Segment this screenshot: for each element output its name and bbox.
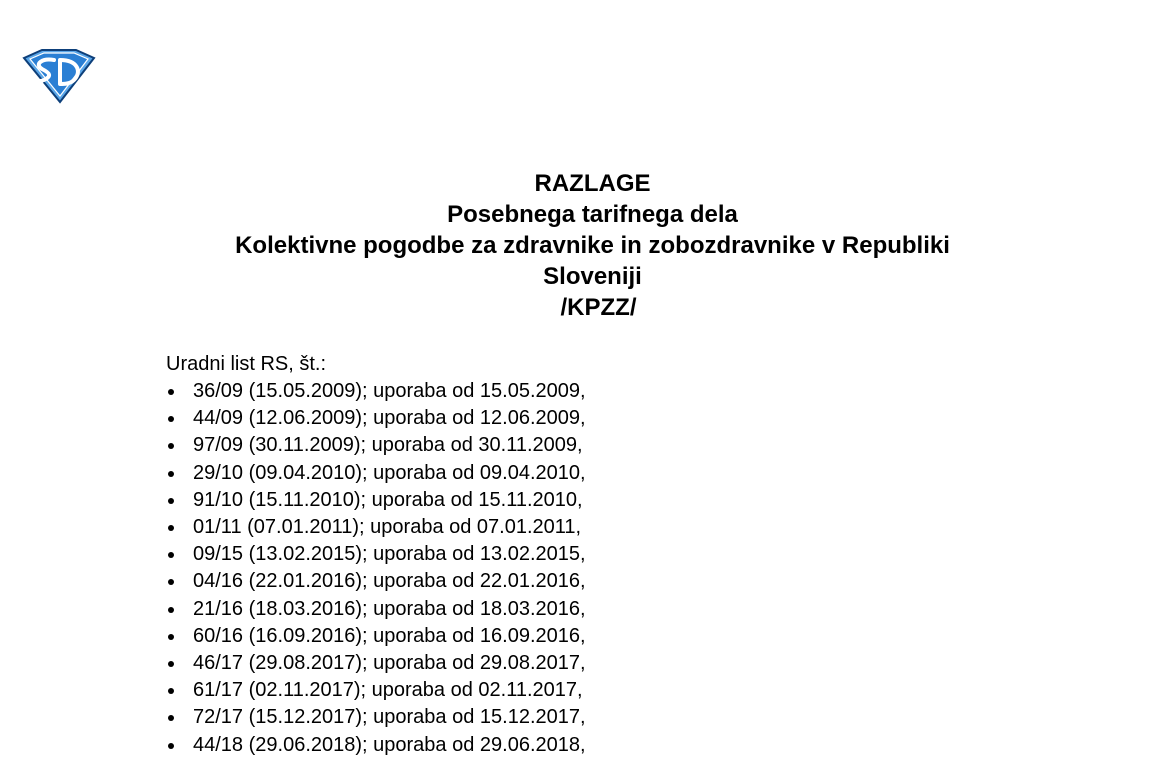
- bullet-icon: [168, 661, 174, 667]
- list-item-text: 01/11 (07.01.2011); uporaba od 07.01.2011,: [193, 516, 582, 539]
- bullet-icon: [168, 552, 174, 558]
- list-item: [166, 732, 586, 759]
- list-item: [166, 568, 586, 595]
- gazette-list: [166, 378, 586, 759]
- bullet-icon: [168, 416, 174, 422]
- title-line-abbreviation: /KPZZ/: [560, 294, 637, 321]
- list-item-text: 97/09 (30.11.2009); uporaba od 30.11.2009,: [193, 434, 583, 457]
- list-item-text: 91/10 (15.11.2010); uporaba od 15.11.2010,: [193, 488, 583, 511]
- list-item-text: 60/16 (16.09.2016); uporaba od 16.09.2016,: [193, 624, 586, 647]
- title-line-country: Sloveniji: [543, 263, 642, 290]
- list-item-text: 21/16 (18.03.2016); uporaba od 18.03.2016,: [193, 597, 586, 620]
- list-item: [166, 487, 586, 514]
- list-item: [166, 623, 586, 650]
- gazette-intro: Uradni list RS, št.:: [166, 353, 327, 375]
- list-item-text: 72/17 (15.12.2017); uporaba od 15.12.2017,: [193, 706, 586, 729]
- title-line-subtitle: Posebnega tarifnega dela: [447, 201, 738, 228]
- list-item: [166, 432, 586, 459]
- list-item: [166, 650, 586, 677]
- title-line-agreement: Kolektivne pogodbe za zdravnike in zobozdravnike v Republiki: [235, 232, 950, 259]
- bullet-icon: [168, 607, 174, 613]
- bullet-icon: [168, 715, 174, 721]
- bullet-icon: [168, 389, 174, 395]
- list-item: [166, 596, 586, 623]
- list-item-text: 04/16 (22.01.2016); uporaba od 22.01.2016,: [193, 570, 586, 593]
- list-item: [166, 704, 586, 731]
- list-item: [166, 677, 586, 704]
- bullet-icon: [168, 443, 174, 449]
- bullet-icon: [168, 525, 174, 531]
- title-line-razlage: RAZLAGE: [534, 170, 651, 197]
- list-item-text: 46/17 (29.08.2017); uporaba od 29.08.2017,: [193, 652, 586, 675]
- bullet-icon: [168, 634, 174, 640]
- list-item-text: 36/09 (15.05.2009); uporaba od 15.05.2009,: [193, 380, 586, 402]
- bullet-icon: [168, 579, 174, 585]
- list-item: [166, 460, 586, 487]
- list-item-text: 44/18 (29.06.2018); uporaba od 29.06.2018,: [193, 733, 586, 756]
- list-item-text: 61/17 (02.11.2017); uporaba od 02.11.2017,: [193, 679, 583, 702]
- bullet-icon: [168, 498, 174, 504]
- bullet-icon: [168, 743, 174, 749]
- bullet-icon: [168, 688, 174, 694]
- list-item: [166, 541, 586, 568]
- list-item: [166, 514, 586, 541]
- list-item-text: 44/09 (12.06.2009); uporaba od 12.06.2009,: [193, 407, 586, 430]
- list-item-text: 29/10 (09.04.2010); uporaba od 09.04.2010,: [193, 461, 586, 484]
- bullet-icon: [168, 471, 174, 477]
- sd-logo-icon: [22, 48, 96, 104]
- list-item-text: 09/15 (13.02.2015); uporaba od 13.02.2015,: [193, 543, 586, 566]
- list-item: [166, 405, 586, 432]
- document-title: [0, 168, 1157, 323]
- list-item: [166, 378, 586, 405]
